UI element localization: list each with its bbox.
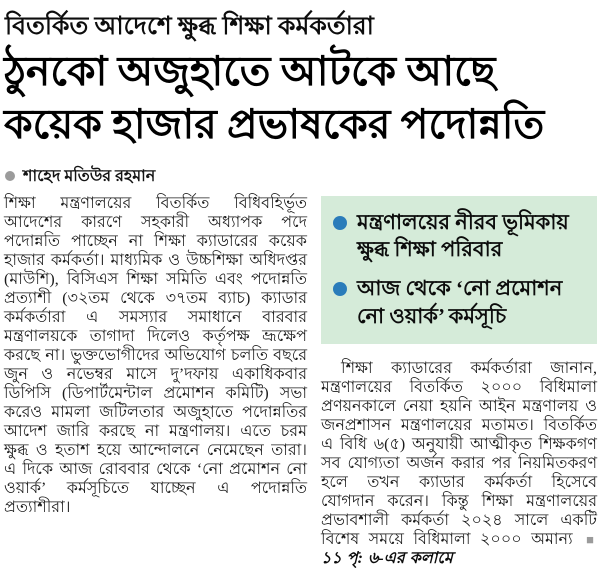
byline-author: শাহেদ মতিউর রহমান	[23, 167, 156, 185]
article-columns	[4, 194, 597, 568]
right-column	[321, 194, 597, 568]
left-column	[4, 194, 307, 517]
continuation-square-icon: ■	[586, 532, 594, 548]
byline-bullet-icon	[5, 171, 15, 181]
highlight-item	[333, 209, 589, 264]
right-column-paragraph-text: শিক্ষা ক্যাডারের কর্মকর্তারা জানান, মন্ত্রণালয়ের বিতর্কিত ২০০০ বিধিমালা প্রণয়নকালে নেয়া হয়নি আইন মন্ত্রণালয় ও জনপ্রশাসন মন্ত্রণালয়ের মতামত। বিতর্কিত এ বিধি ৬(৫) অনুযায়ী আত্মীকৃত শিক্ষকগণ সব যোগ্যতা অর্জন করার পর নিয়মিতকরণ হলে তখন ক্যাডার কর্মকর্তা হিসেবে যোগদান করেন। কিন্তু শিক্ষা মন্ত্রণালয়ের প্রভাবশালী কর্মকর্তা ২০২৪ সালে একটি বিশেষ সময়ে বিধিমালা ২০০০ অমান্য	[321, 360, 597, 549]
highlight-item-text: মন্ত্রণালয়ের নীরব ভূমিকায় ক্ষুব্ধ শিক্ষা পরিবার	[357, 209, 569, 262]
blue-bullet-icon	[333, 282, 347, 296]
right-column-paragraph	[321, 359, 597, 568]
continuation-reference: ১১ পৃ: ৬-এর কলামে	[321, 550, 453, 568]
highlight-summary-box	[321, 196, 597, 345]
main-headline: ঠুনকো অজুহাতে আটকে আছে কয়েক হাজার প্রভাষকের পদোন্নতি	[4, 48, 545, 148]
left-column-paragraph: শিক্ষা মন্ত্রণালয়ের বিতর্কিত বিধিবহির্ভূত আদেশের কারণে সহকারী অধ্যাপক পদে পদোন্নতি পাচ্ছেন না শিক্ষা ক্যাডারের কয়েক হাজার কর্মকর্তা। মাধ্যমিক ও উচ্চশিক্ষা অধিদপ্তর (মাউশি), বিসিএস শিক্ষা সমিতি এবং পদোন্নতি প্রত্যাশী (৩২তম থেকে ৩৭তম ব্যাচ) ক্যাডার কর্মকর্তারা এ সমস্যার সমাধানে বারবার মন্ত্রণালয়কে তাগাদা দিলেও কর্তৃপক্ষ ভ্রূক্ষেপ করছে না। ভুক্তভোগীদের অভিযোগ চলতি বছরে জুন ও নভেম্বর মাসে দু’দফায় একাধিকবার ডিপিসি (ডিপার্টমেন্টাল প্রমোশন কমিটি) সভা করেও মামলা জটিলতার অজুহাতে পদোন্নতির আদেশ জারি করছে না মন্ত্রণালয়। এতে চরম ক্ষুব্ধ ও হতাশ হয়ে আন্দোলনে নেমেছেন তারা। এ দিকে আজ রোববার থেকে ‘নো প্রমোশন নো ওয়ার্ক’ কর্মসূচিতে যাচ্ছেন এ পদোন্নতি প্রত্যাশীরা।	[4, 194, 307, 516]
highlight-item-text: আজ থেকে ‘নো প্রমোশন নো ওয়ার্ক’ কর্মসূচি	[357, 276, 563, 328]
highlight-item	[333, 275, 589, 330]
byline	[5, 163, 597, 190]
kicker-headline: বিতর্কিত আদেশে ক্ষুব্ধ শিক্ষা কর্মকর্তারা	[5, 13, 374, 40]
blue-bullet-icon	[333, 216, 347, 230]
